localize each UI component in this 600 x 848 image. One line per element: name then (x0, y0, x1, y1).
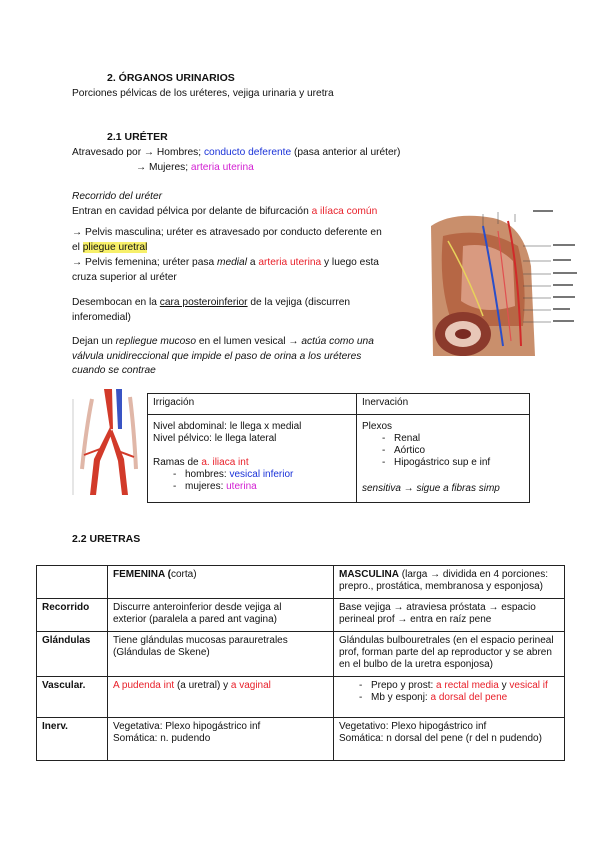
male-pelvis-line1: → Pelvis masculina; uréter es atravesado por conducto deferente en (72, 227, 382, 238)
urethra-table (36, 565, 565, 761)
irrigation-cell: Nivel abdominal: le llega x medial Nivel pélvico: le llega lateral Ramas de a. iliaca int - hombres: vesical inferior - mujeres: uterina (148, 415, 357, 503)
list-item: - Aórtico (394, 445, 524, 457)
fold-line2: válvula unidireccional que impide el paso de orina a los uréteres (72, 351, 362, 362)
cara-posteroinferior-term: cara posteroinferior (159, 297, 248, 308)
female-pelvis-line1: → Pelvis femenina; uréter pasa medial a arteria uterina y luego esta (72, 257, 379, 268)
female-header: FEMENINA (corta) (108, 566, 334, 599)
male-header: MASCULINA (larga → dividida en 4 porciones: prepro., prostática, membranosa y esponjosa) (334, 566, 565, 599)
iliaca-comun-term: a ilíaca común (311, 206, 378, 217)
table-row (148, 415, 530, 503)
innervation-header: Inervación (357, 394, 530, 415)
female-pelvis-line2: cruza superior al uréter (72, 272, 177, 283)
fold-line1: Dejan un repliegue mucoso en el lumen vesical → actúa como una (72, 336, 374, 347)
row-label-vascular: Vascular. (37, 677, 108, 718)
course-heading: Recorrido del uréter (72, 191, 163, 202)
irrigation-header: Irrigación (148, 394, 357, 415)
pliegue-uretral-term: pliegue uretral (82, 242, 148, 253)
ureter-supply-table (147, 393, 530, 503)
arteria-uterina-term: arteria uterina (190, 162, 254, 173)
empty-line1: Desembocan en la cara posteroinferior de la vejiga (discurren (72, 297, 351, 308)
iliac-vessels-image (72, 389, 144, 495)
urethra-title: 2.2 URETRAS (72, 533, 141, 545)
table-row: Recorrido Discurre anteroinferior desde vejiga al exterior (paralela a pared ant vagina) Base vejiga → atraviesa próstata → espacio perineal prof → entra en raíz pene (37, 599, 565, 632)
table-row (37, 566, 565, 599)
list-item: - Renal (394, 433, 524, 445)
innervation-cell: Plexos - Renal - Aórtico - Hipogástrico sup e inf sensitiva → sigue a fibras simp (357, 415, 530, 503)
fold-line3: cuando se contrae (72, 365, 156, 376)
list-item: - hombres: vesical inferior (185, 469, 351, 481)
empty-line2: inferomedial) (72, 312, 131, 323)
arteria-uterina-red-term: arteria uterina (258, 257, 322, 268)
list-item: - Prepo y prost: a rectal media y vesical if (371, 680, 559, 692)
uterina-term: uterina (226, 481, 257, 492)
row-label-innervation: Inerv. (37, 718, 108, 761)
pelvis-anatomy-image (423, 206, 581, 364)
iliaca-int-term: a. iliaca int (201, 457, 249, 468)
rectal-media-term: a rectal media (436, 680, 499, 691)
vesical-inferior-term: vesical inferior (229, 469, 294, 480)
course-line: Entran en cavidad pélvica por delante de bifurcación a ilíaca común (72, 206, 378, 217)
list-item: - mujeres: uterina (185, 481, 351, 493)
section-subtitle: Porciones pélvicas de los uréteres, vejiga urinaria y uretra (72, 88, 334, 99)
vaginal-term: a vaginal (230, 680, 271, 691)
row-label-course: Recorrido (37, 599, 108, 632)
section-title: 2. ÓRGANOS URINARIOS (107, 72, 235, 84)
ureter-title: 2.1 URÉTER (107, 131, 168, 143)
vesical-if-term: vesical if (509, 680, 548, 691)
male-pelvis-line2: el pliegue uretral (72, 242, 148, 253)
ureter-traversed-men: Atravesado por → Hombres; conducto deferente (pasa anterior al uréter) (72, 147, 401, 158)
conducto-deferente-term: conducto deferente (203, 147, 292, 158)
row-label-glands: Glándulas (37, 632, 108, 677)
table-row: Vascular. A pudenda int (a uretral) y a vaginal - Prepo y prost: a rectal media y vesical if - Mb y esponj: a dorsal del pene (37, 677, 565, 718)
pudenda-int-term: A pudenda int (113, 680, 175, 691)
table-row (148, 394, 530, 415)
list-item: - Hipogástrico sup e inf (394, 457, 524, 469)
dorsal-pene-term: a dorsal del pene (430, 692, 508, 703)
table-row: Glándulas Tiene glándulas mucosas parauretrales (Glándulas de Skene) Glándulas bulbouretrales (en el espacio perineal prof, forman parte del ap reproductor y se abren en el bulbo de la uretra esponjosa) (37, 632, 565, 677)
ureter-traversed-women: → Mujeres; arteria uterina (136, 162, 254, 173)
list-item: - Mb y esponj: a dorsal del pene (371, 692, 559, 704)
table-row: Inerv. Vegetativa: Plexo hipogástrico inf Somática: n. pudendo Vegetativo: Plexo hipogástrico inf Somática: n dorsal del pene (r del n pudendo) (37, 718, 565, 761)
